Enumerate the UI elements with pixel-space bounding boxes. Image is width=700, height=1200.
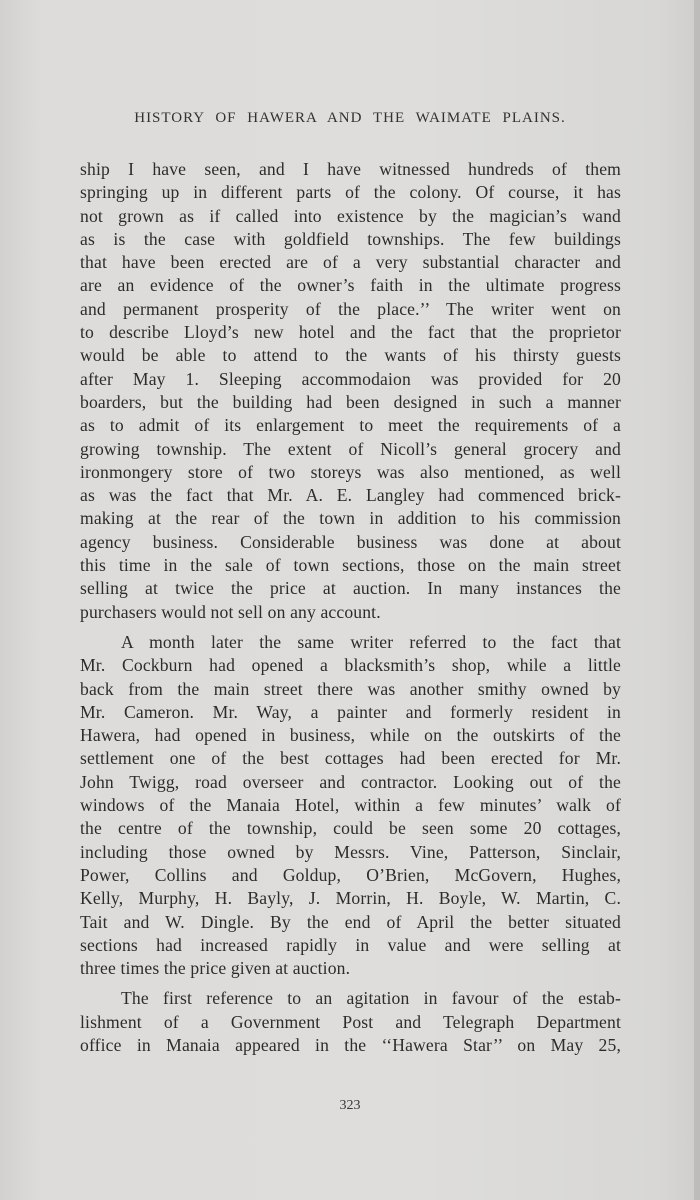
text-line: this time in the sale of town sections, those on the main street bbox=[80, 555, 621, 576]
text-line: to describe Lloyd’s new hotel and the fact that the proprietor bbox=[80, 322, 621, 343]
text-line: ship I have seen, and I have witnessed hundreds of them bbox=[80, 159, 621, 179]
text-line: selling at twice the price at auction. In many instances the bbox=[80, 578, 621, 599]
text-line: that have been erected are of a very substantial character and bbox=[80, 252, 621, 273]
page-edge-shadow bbox=[694, 0, 700, 1200]
text-line: windows of the Manaia Hotel, within a few minutes’ walk of bbox=[80, 795, 621, 816]
paragraph bbox=[80, 987, 621, 1057]
text-line: Mr. Cameron. Mr. Way, a painter and formerly resident in bbox=[80, 701, 621, 722]
text-line: lishment of a Government Post and Telegraph Department bbox=[80, 1011, 621, 1032]
text-line: John Twigg, road overseer and contractor. Looking out of the bbox=[80, 771, 621, 792]
text-line: as is the case with goldfield townships. The few buildings bbox=[80, 228, 621, 249]
text-line: purchasers would not sell on any account. bbox=[80, 601, 381, 622]
text-line: Tait and W. Dingle. By the end of April the better situated bbox=[80, 911, 621, 932]
text-line: agency business. Considerable business was done at about bbox=[80, 531, 621, 552]
text-line: boarders, but the building had been designed in such a manner bbox=[80, 391, 621, 412]
text-line: including those owned by Messrs. Vine, Patterson, Sinclair, bbox=[80, 841, 621, 862]
text-line: would be able to attend to the wants of his thirsty guests bbox=[80, 345, 621, 366]
text-line: as to admit of its enlargement to meet the requirements of a bbox=[80, 415, 621, 436]
text-line: springing up in different parts of the colony. Of course, it has bbox=[80, 182, 621, 203]
text-line: the centre of the township, could be seen some 20 cottages, bbox=[80, 818, 621, 839]
text-line: Kelly, Murphy, H. Bayly, J. Morrin, H. Boyle, W. Martin, C. bbox=[80, 888, 621, 909]
text-line: back from the main street there was another smithy owned by bbox=[80, 678, 621, 699]
text-line: growing township. The extent of Nicoll’s general grocery and bbox=[80, 438, 621, 459]
body-text bbox=[80, 158, 621, 1064]
text-line: after May 1. Sleeping accommodaion was provided for 20 bbox=[80, 368, 621, 389]
text-line: as was the fact that Mr. A. E. Langley had commenced brick- bbox=[80, 485, 621, 506]
text-line: ironmongery store of two storeys was also mentioned, as well bbox=[80, 461, 621, 482]
text-line: Hawera, had opened in business, while on the outskirts of the bbox=[80, 725, 621, 746]
text-line: not grown as if called into existence by the magician’s wand bbox=[80, 205, 621, 226]
text-line: Power, Collins and Goldup, O’Brien, McGovern, Hughes, bbox=[80, 864, 621, 885]
text-line: The first reference to an agitation in favour of the estab- bbox=[121, 988, 621, 1009]
paragraph bbox=[80, 631, 621, 980]
page-number: 323 bbox=[339, 1098, 361, 1113]
paragraph bbox=[80, 158, 621, 624]
running-header: HISTORY OF HAWERA AND THE WAIMATE PLAINS. bbox=[134, 110, 566, 126]
text-line: making at the rear of the town in addition to his commission bbox=[80, 508, 621, 529]
text-line: three times the price given at auction. bbox=[80, 958, 351, 979]
text-line: sections had increased rapidly in value and were selling at bbox=[80, 934, 621, 955]
text-line: are an evidence of the owner’s faith in the ultimate progress bbox=[80, 275, 621, 296]
text-line: office in Manaia appeared in the ‘‘Hawera Star’’ on May 25, bbox=[80, 1034, 621, 1055]
text-line: Mr. Cockburn had opened a blacksmith’s shop, while a little bbox=[80, 655, 621, 676]
text-line: A month later the same writer referred to the fact that bbox=[121, 631, 621, 652]
text-line: settlement one of the best cottages had been erected for Mr. bbox=[80, 748, 621, 769]
text-line: and permanent prosperity of the place.’’ The writer went on bbox=[80, 298, 621, 319]
